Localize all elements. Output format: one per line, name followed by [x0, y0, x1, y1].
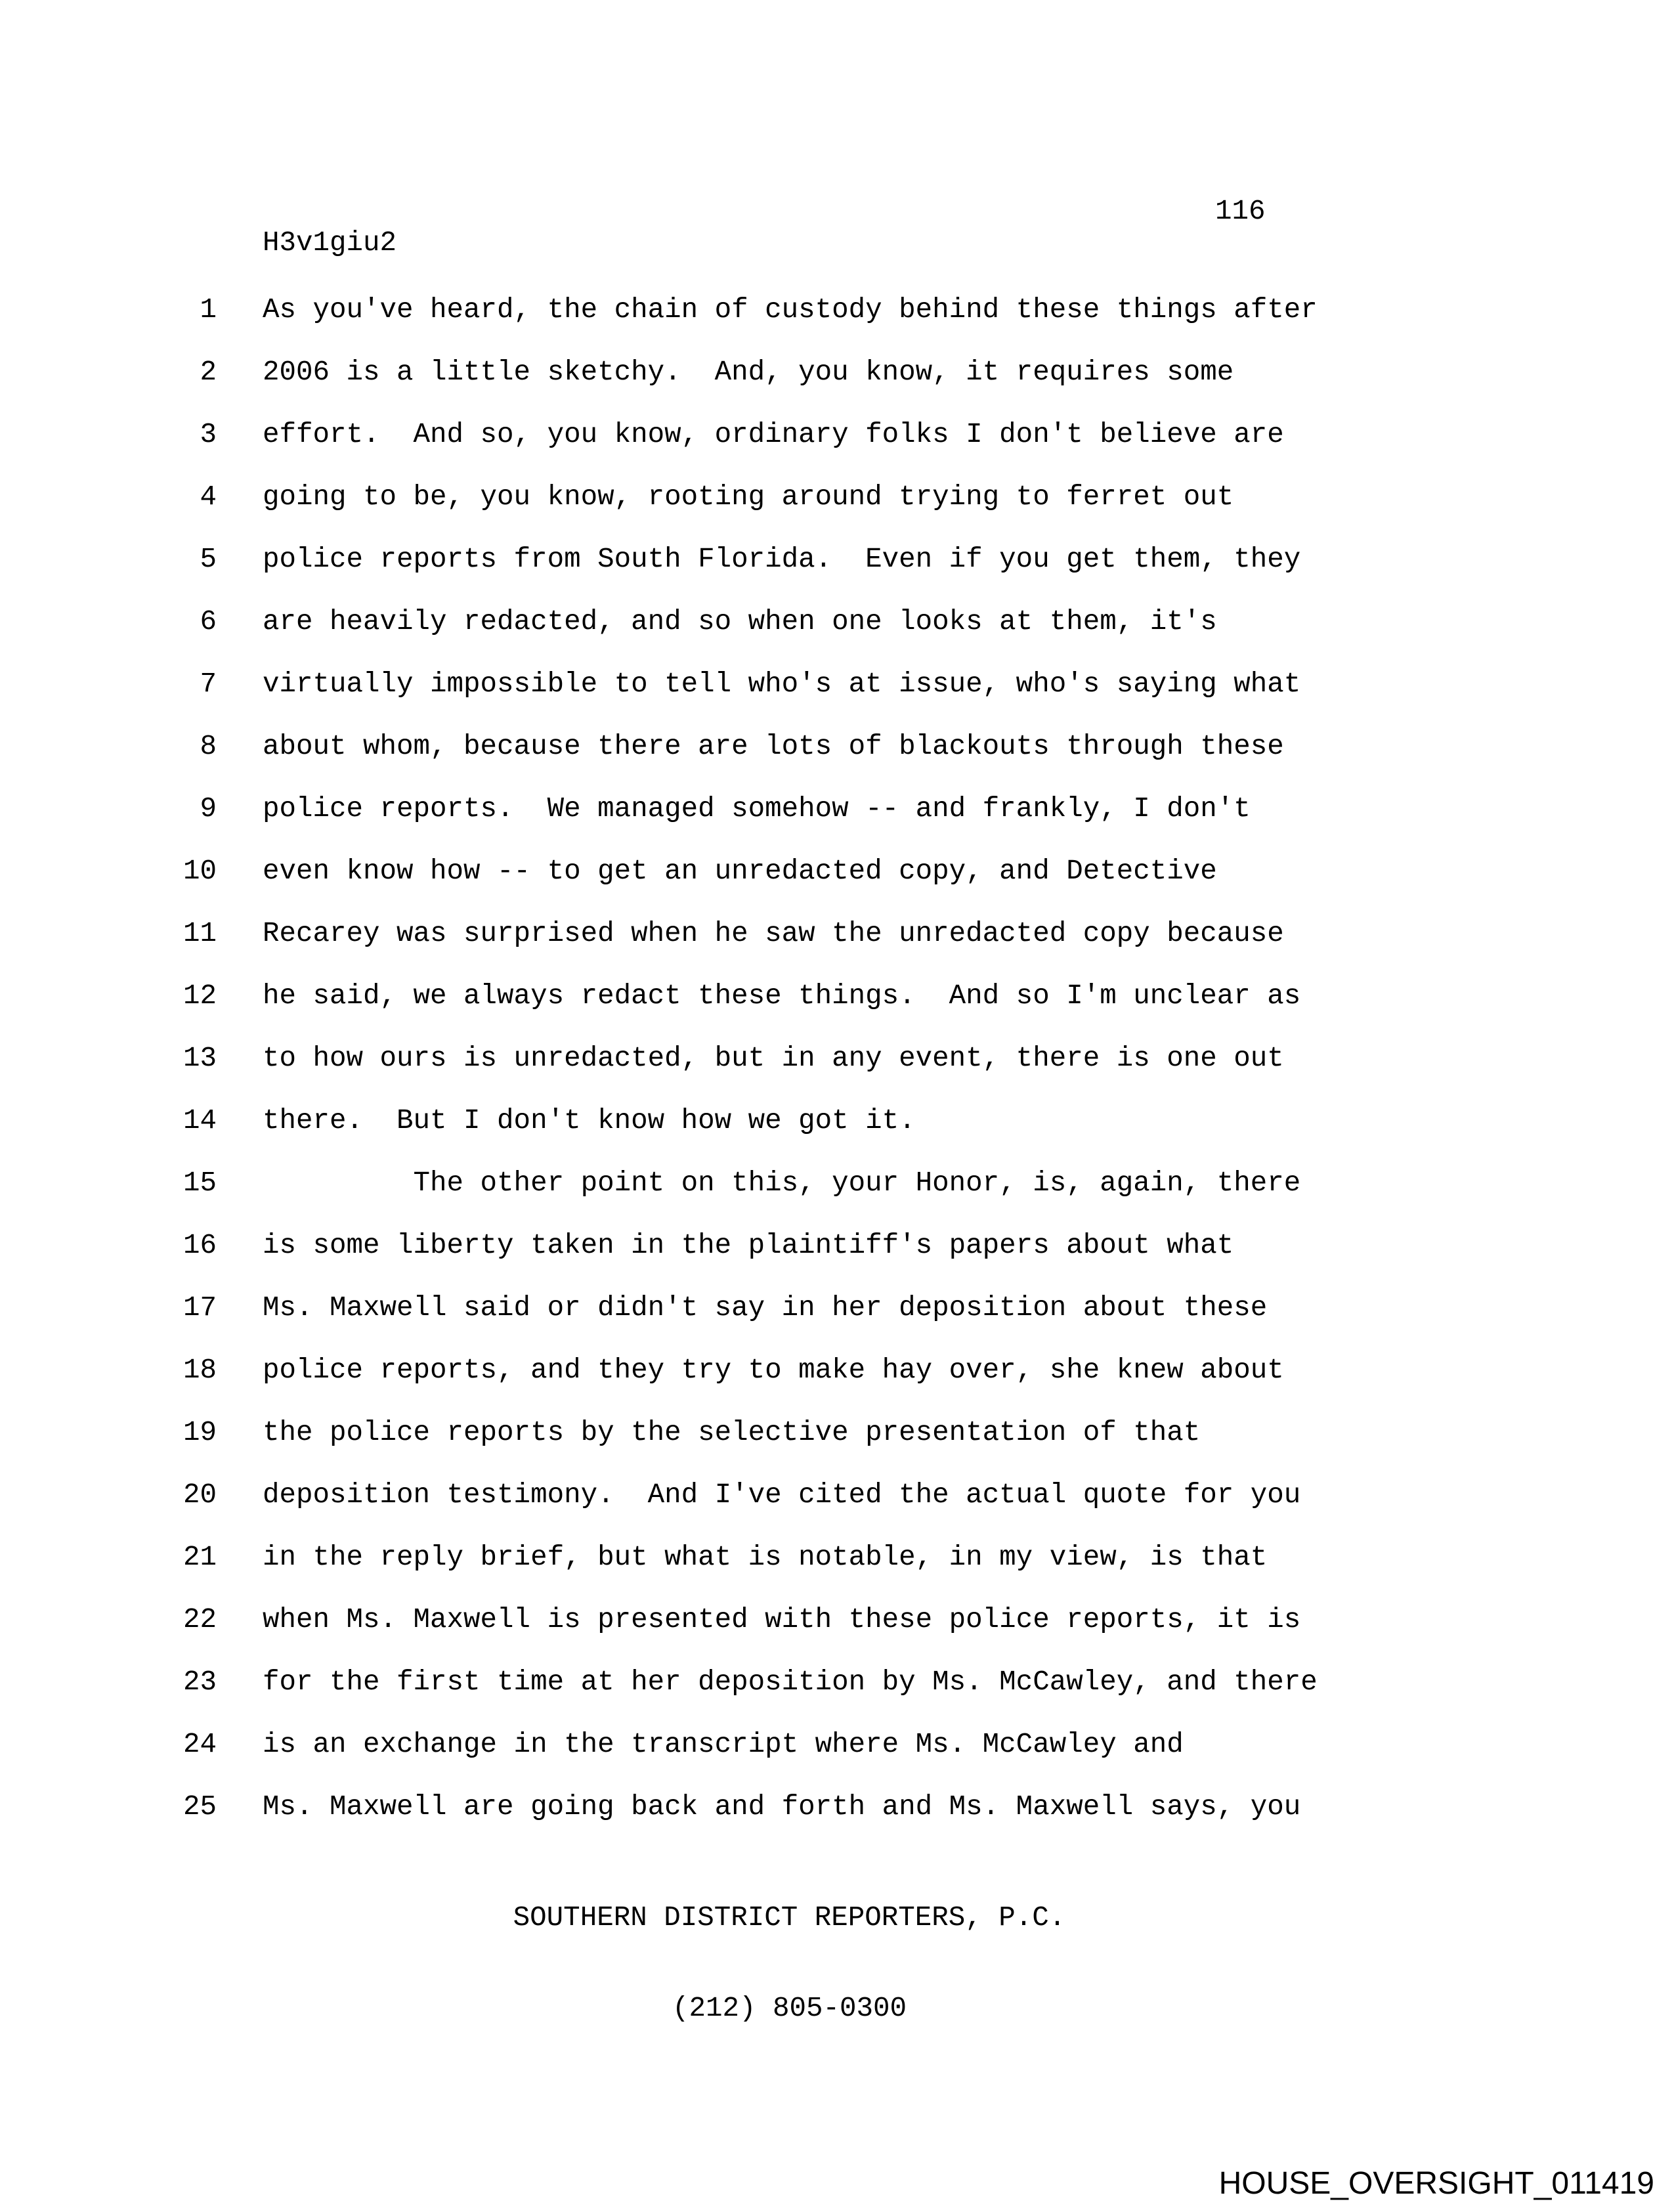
- line-number: 4: [200, 481, 217, 513]
- line-text: going to be, you know, rooting around trying to ferret out: [263, 481, 1234, 513]
- transcript-line: [0, 1714, 1674, 1776]
- transcript-line: [0, 653, 1674, 716]
- transcript-line: [0, 1589, 1674, 1651]
- line-text: for the first time at her deposition by Ms. McCawley, and there: [263, 1666, 1318, 1698]
- line-text: to how ours is unredacted, but in any event, there is one out: [263, 1043, 1284, 1074]
- transcript-line: [0, 1152, 1674, 1215]
- transcript-line: [0, 1651, 1674, 1714]
- line-text: The other point on this, your Honor, is, again, there: [263, 1167, 1301, 1199]
- line-text: police reports from South Florida. Even if you get them, they: [263, 544, 1301, 575]
- line-text: effort. And so, you know, ordinary folks I don't believe are: [263, 419, 1284, 450]
- transcript-line: [0, 341, 1674, 404]
- line-number: 2: [200, 357, 217, 388]
- transcript-line: [0, 1028, 1674, 1090]
- line-text: deposition testimony. And I've cited the actual quote for you: [263, 1479, 1301, 1511]
- transcript-line: [0, 1776, 1674, 1838]
- transcript-line: [0, 1090, 1674, 1152]
- line-text: is an exchange in the transcript where Ms. McCawley and: [263, 1729, 1184, 1760]
- line-number: 7: [200, 668, 217, 700]
- reporter-footer: [263, 1842, 1316, 2084]
- line-text: police reports. We managed somehow -- and frankly, I don't: [263, 793, 1251, 825]
- line-text: is some liberty taken in the plaintiff's papers about what: [263, 1230, 1234, 1261]
- line-number: 14: [182, 1105, 217, 1137]
- transcript-id: H3v1giu2: [263, 227, 397, 259]
- line-text: As you've heard, the chain of custody behind these things after: [263, 294, 1318, 326]
- transcript-lines: [0, 279, 1674, 1838]
- transcript-line: [0, 778, 1674, 840]
- transcript-line: [0, 1464, 1674, 1527]
- line-text: Recarey was surprised when he saw the unredacted copy because: [263, 918, 1284, 949]
- line-number: 15: [182, 1167, 217, 1199]
- transcript-line: [0, 903, 1674, 965]
- line-number: 16: [182, 1230, 217, 1261]
- bates-stamp: HOUSE_OVERSIGHT_011419: [1218, 2166, 1654, 2201]
- line-text: police reports, and they try to make hay over, she knew about: [263, 1355, 1284, 1386]
- transcript-line: [0, 840, 1674, 903]
- line-number: 13: [182, 1043, 217, 1074]
- line-text: the police reports by the selective presentation of that: [263, 1417, 1201, 1448]
- line-number: 22: [182, 1604, 217, 1636]
- line-text: Ms. Maxwell are going back and forth and Ms. Maxwell says, you: [263, 1791, 1301, 1823]
- line-number: 5: [200, 544, 217, 575]
- line-number: 25: [182, 1791, 217, 1823]
- line-text: virtually impossible to tell who's at issue, who's saying what: [263, 668, 1301, 700]
- transcript-line: [0, 1215, 1674, 1277]
- line-number: 20: [182, 1479, 217, 1511]
- line-number: 11: [182, 918, 217, 949]
- transcript-line: [0, 716, 1674, 778]
- line-number: 8: [200, 731, 217, 762]
- line-text: 2006 is a little sketchy. And, you know, it requires some: [263, 357, 1234, 388]
- line-number: 21: [182, 1542, 217, 1573]
- line-number: 6: [200, 606, 217, 638]
- line-text: in the reply brief, but what is notable, in my view, is that: [263, 1542, 1268, 1573]
- line-number: 18: [182, 1355, 217, 1386]
- transcript-line: [0, 1402, 1674, 1464]
- line-text: there. But I don't know how we got it.: [263, 1105, 916, 1137]
- transcript-line: [0, 529, 1674, 591]
- transcript-line: [0, 466, 1674, 529]
- line-text: when Ms. Maxwell is presented with these police reports, it is: [263, 1604, 1301, 1636]
- transcript-line: [0, 1339, 1674, 1402]
- line-number: 9: [200, 793, 217, 825]
- reporter-phone: (212) 805-0300: [672, 1993, 907, 2024]
- transcript-line: [0, 404, 1674, 466]
- transcript-line: [0, 965, 1674, 1028]
- line-number: 24: [182, 1729, 217, 1760]
- reporter-organization: SOUTHERN DISTRICT REPORTERS, P.C.: [513, 1902, 1066, 1934]
- line-text: about whom, because there are lots of blackouts through these: [263, 731, 1284, 762]
- line-text: he said, we always redact these things. And so I'm unclear as: [263, 980, 1301, 1012]
- line-number: 17: [182, 1292, 217, 1324]
- line-number: 3: [200, 419, 217, 450]
- transcript-line: [0, 1277, 1674, 1339]
- line-number: 12: [182, 980, 217, 1012]
- transcript-line: [0, 591, 1674, 653]
- line-text: Ms. Maxwell said or didn't say in her deposition about these: [263, 1292, 1268, 1324]
- line-text: are heavily redacted, and so when one looks at them, it's: [263, 606, 1217, 638]
- line-number: 10: [182, 856, 217, 887]
- line-number: 23: [182, 1666, 217, 1698]
- page-number: 116: [1215, 196, 1266, 227]
- transcript-line: [0, 1527, 1674, 1589]
- line-number: 1: [200, 294, 217, 326]
- transcript-line: [0, 279, 1674, 341]
- line-number: 19: [182, 1417, 217, 1448]
- line-text: even know how -- to get an unredacted copy, and Detective: [263, 856, 1217, 887]
